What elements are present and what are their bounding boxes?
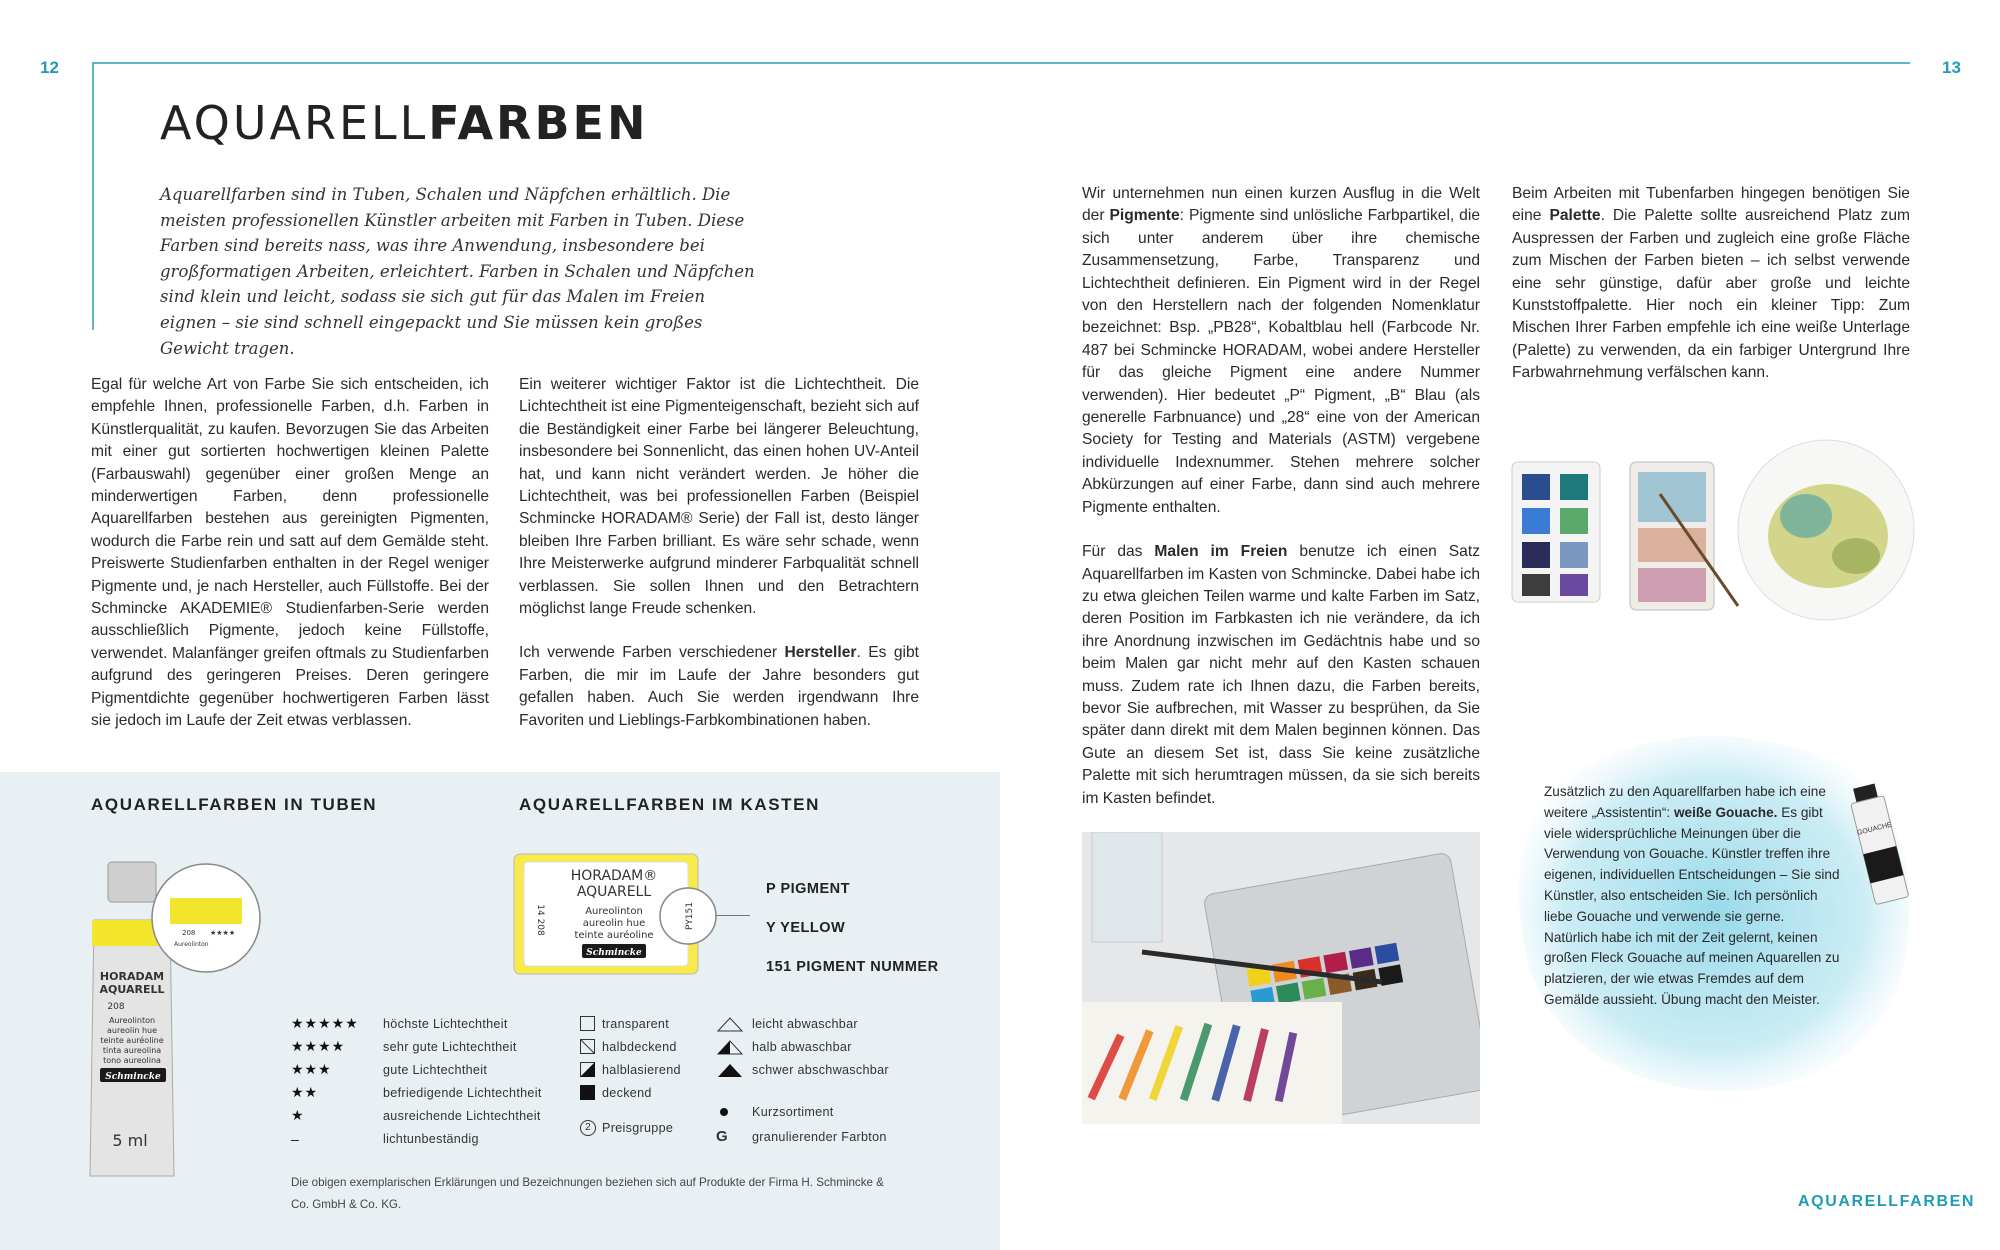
pan-brand: HORADAM® — [570, 868, 658, 884]
col2-paragraph-1: Ein weiterer wichtiger Faktor ist die Lichtechtheit. Die Lichtechtheit ist eine Pigmenteigenschaft, bezieht sich auf die Beständigkeit einer Farbe bei längerer Beleuchtung, insbesondere bei Sonnenlicht, das einen hohen UV-Anteil hat, und kann nicht verändert werden. Je höher die Lichtechtheit, was bei professionellen Farben (Beispiel Schmincke HORADAM® Serie) der Fall ist, desto länger bleiben Ihre Farben brilliant. Es wäre sehr schade, wenn Ihre Meisterwerke aufgrund minderer Farbqualität schnell verblassen. Sie sollen Ihnen und den Betrachtern möglichst lange Freude schenken. — [519, 376, 919, 618]
legend-row: ★★ befriedigende Lichtechtheit — [291, 1084, 542, 1100]
legend-row: ★★★★★ höchste Lichtechtheit — [291, 1015, 508, 1031]
travel-palette-photo — [1630, 462, 1738, 610]
heavy-wash-triangle-icon — [716, 1062, 744, 1078]
header-rule — [92, 62, 1910, 64]
legend-row: transparent — [580, 1012, 720, 1035]
semi-transparent-square-icon — [580, 1062, 595, 1077]
legend-row: deckend — [580, 1081, 720, 1104]
light-wash-triangle-icon — [716, 1016, 744, 1032]
paint-pan-illustration — [510, 850, 720, 980]
tube-name-4: tinta aureolina — [102, 1046, 162, 1055]
col4-paragraph-1: Beim Arbeiten mit Tubenfarben hingegen benötigen Sie eine Palette. Die Palette sollte ausreichend Platz zum Auspressen der Farben und zugleich eine große Fläche zum Mischen der Farben bieten – ich selbst verwende eine sehr günstige, dafür aber große und leichte Kunststoffpalette. Hier noch ein kleiner Tipp: Zum Mischen Ihrer Farben empfehle ich eine weiße Unterlage (Palette) zu verwenden, da ein farbiger Untergrund Ihre Farbwahrnehmung verfälschen kann. — [1512, 185, 1910, 382]
page-number-left: 12 — [40, 58, 59, 77]
gouache-tip: Zusätzlich zu den Aquarellfarben habe ich eine weitere „Assistentin“: weiße Gouache. Es gibt viele widersprüchliche Meinungen über die Verwendung von Gouache. Künstler treffen ihre eigenen, individuellen Entscheidungen – Sie sind Künstler, also entscheiden Sie. Ich persönlich liebe Gouache und verwende sie gerne. Natürlich habe ich mit der Zeit gelernt, keinen großen Fleck Gouache auf meinen Aquarellen zu platzieren, der wie etwas Fremdes auf dem Gemälde aussieht. Übung macht den Meister. — [1544, 784, 1840, 1007]
pan-name-1: Aureolinton — [585, 906, 643, 917]
lightfastness-legend — [291, 1012, 571, 1150]
round-mixing-palette-photo — [1738, 440, 1914, 620]
small-paintbox-photo — [1512, 462, 1600, 602]
legend-row: leicht abwaschbar — [716, 1012, 916, 1035]
stars-1: ★ — [291, 1107, 305, 1123]
title-bold: FARBEN — [428, 96, 649, 150]
tube-name-5: tono aureolina — [103, 1056, 161, 1065]
title-light: AQUARELL — [160, 96, 429, 150]
granulating-g-icon: G — [716, 1128, 728, 1145]
col2-paragraph-2: Ich verwende Farben verschiedener Hersteller. Es gibt Farben, die mir im Laufe der Jahre besonders gut gefallen haben. Auch Sie werden irgendwann Ihre Favoriten und Lieblings-Farbkombinationen haben. — [519, 644, 919, 729]
tube-label-code: 208 — [182, 929, 196, 937]
tube-line: AQUARELL — [99, 983, 165, 996]
legend-caption: Die obigen exemplarischen Erklärungen und Bezeichnungen beziehen sich auf Produkte der Firma H. Schmincke & Co. GmbH & Co. KG. — [291, 1176, 884, 1211]
tube-code: 208 — [107, 1002, 125, 1012]
running-footer: AQUARELLFARBEN — [1798, 1193, 1976, 1210]
column-2 — [519, 374, 919, 754]
transparent-square-icon — [580, 1016, 595, 1031]
col1-paragraph: Egal für welche Art von Farbe Sie sich entscheiden, ich empfehle Ihnen, professionelle Farben, d.h. Farben in Künstlerqualität, zu kaufen. Bevorzugen Sie das Arbeiten mit einer gut sortierten hochwertigen kleinen Palette (Farbauswahl) gegenüber einer großen Menge an minderwertigen Farben, denn professionelle Aquarellfarben bestehen aus gereinigten Pigmenten, wodurch die Farbe rein und satt auf dem Gemälde steht. Preiswerte Studienfarben enthalten in der Regel weniger Pigmente und, je nach Hersteller, auch Füllstoffe. Bei der Schmincke AKADEMIE® Studienfarben-Serie werden ausschließlich Pigmente, jedoch keine Füllstoffe, verwendet. Malanfänger greifen oftmals zu Studienfarben aufgrund des geringeren Preises. Deren geringere Pigmentdichte gegenüber hochwertigeren Farben lässt sie jedoch im Laufe der Zeit etwas verblassen. — [91, 376, 489, 730]
intro-text: Aquarellfarben sind in Tuben, Schalen und Näpfchen erhältlich. Die meisten professionellen Künstler arbeiten mit Farben in Tuben. Diese Farben sind bereits nass, was ihre Anwendung, insbesondere bei großformatigen Arbeiten, erleichtert. Farben in Schalen und Näpfchen sind klein und leicht, sodass sie sich gut für das Malen im Freien eignen – sie sind schnell eingepackt und Sie müssen kein großes Gewicht tragen. — [160, 185, 755, 358]
half-wash-triangle-icon — [716, 1039, 744, 1055]
legend-row: halblasierend — [580, 1058, 720, 1081]
legend-row: 2 Preisgruppe — [580, 1116, 720, 1139]
pan-side-code: 14 208 — [535, 904, 545, 936]
tube-name-3: teinte auréoline — [100, 1036, 164, 1045]
pigment-legend-number: 151 PIGMENT NUMMER — [766, 959, 939, 975]
legend-row: halb abwaschbar — [716, 1035, 916, 1058]
stars-5: ★★★★★ — [291, 1015, 359, 1031]
legend-row: Kurzsortiment — [716, 1100, 916, 1123]
stars-4: ★★★★ — [291, 1038, 346, 1054]
stars-0: – — [291, 1130, 300, 1147]
pan-pigment-code: PY151 — [685, 902, 695, 930]
pan-name-3: teinte auréoline — [574, 930, 654, 941]
column-4 — [1512, 183, 1910, 407]
heading-box: AQUARELLFARBEN IM KASTEN — [519, 795, 820, 814]
tube-maker: Schmincke — [105, 1072, 161, 1082]
column-1 — [91, 374, 489, 755]
opacity-legend — [580, 1012, 720, 1139]
paint-tube-illustration — [70, 860, 270, 1196]
pigment-pointer-line — [716, 915, 750, 916]
price-group-icon: 2 — [580, 1120, 596, 1136]
pan-line: AQUARELL — [576, 884, 652, 900]
wash-legend — [716, 1012, 916, 1148]
legend-row: – lichtunbeständig — [291, 1130, 479, 1147]
tube-name-1: Aureolinton — [108, 1016, 156, 1025]
gouache-tube-label: GOUACHE — [1856, 821, 1893, 837]
opaque-square-icon — [580, 1085, 595, 1100]
tube-label-stars: ★★★★ — [210, 929, 236, 937]
col3-paragraph-1: Wir unternehmen nun einen kurzen Ausflug in die Welt der Pigmente: Pigmente sind unlösliche Farbpartikel, die sich unter anderem über ihre chemische Zusammensetzung, Farbe, Transparenz und Lichtechtheit definieren. Ein Pigment wird in der Regel von den Herstellern nach der folgenden Nomenklatur bezeichnet: Bsp. „PB28“, Kobaltblau hell (Farbcode Nr. 487 bei Schmincke HORADAM, wobei andere Hersteller für das gleiche Pigment eine andere Nummer verwenden). Hier bedeutet „P“ Pigment, „B“ Blau (als generelle Farbnuance) und „28“ eine von der American Society for Testing and Materials (ASTM) vergebene individuelle Indexnummer. Stehen mehrere solcher Abkürzungen auf einer Farbe, dann sind auch mehrere Pigmente enthalten. — [1082, 185, 1480, 516]
stars-3: ★★★ — [291, 1061, 332, 1077]
paintbox-photo — [1082, 832, 1480, 1124]
palette-photos — [1506, 436, 1918, 622]
pigment-legend-y: Y YELLOW — [766, 920, 846, 936]
pigment-legend-p: P PIGMENT — [766, 881, 850, 897]
pigment-legend — [766, 870, 939, 987]
short-range-dot-icon — [716, 1104, 732, 1120]
tube-label-name: Aureolinton — [174, 941, 209, 948]
legend-row: ★★★★ sehr gute Lichtechtheit — [291, 1038, 517, 1054]
column-3 — [1082, 183, 1480, 832]
semi-opaque-square-icon — [580, 1039, 595, 1054]
legend-row: ★★★ gute Lichtechtheit — [291, 1061, 488, 1077]
page-title — [160, 96, 648, 150]
heading-tubes: AQUARELLFARBEN IN TUBEN — [91, 795, 378, 814]
legend-row: halbdeckend — [580, 1035, 720, 1058]
legend-row: G granulierender Farbton — [716, 1128, 887, 1145]
legend-row: schwer abschwaschbar — [716, 1058, 916, 1081]
legend-row: ★ ausreichende Lichtechtheit — [291, 1107, 541, 1123]
pan-maker: Schmincke — [586, 948, 642, 958]
pan-name-2: aureolin hue — [582, 918, 646, 929]
tube-brand: HORADAM — [99, 970, 165, 983]
intro-rule — [92, 62, 94, 330]
tube-name-2: aureolin hue — [106, 1026, 158, 1035]
gouache-tube-icon — [1838, 780, 1922, 914]
page-number-right: 13 — [1942, 58, 1961, 77]
col3-paragraph-2: Für das Malen im Freien benutze ich einen Satz Aquarellfarben im Kasten von Schmincke. Dabei habe ich zu etwa gleichen Teilen warme und kalte Farben im Satz, deren Position im Farbkasten ich nie verändere, da ich ihre Anordnung inzwischen im Gedächtnis habe und so beim Malen gar nicht mehr auf den Kasten schauen muss. Zudem rate ich Ihnen dazu, die Farben bereits, bevor Sie aufbrechen, mit Wasser zu besprühen, da Sie später dann direkt mit dem Malen beginnen können. Das Gute an diesem Set ist, dass Sie keine zusätzliche Palette mit sich herumtragen müssen, da sie sich bereits im Kasten befindet. — [1082, 543, 1480, 807]
stars-2: ★★ — [291, 1084, 319, 1100]
tube-volume: 5 ml — [112, 1131, 148, 1150]
